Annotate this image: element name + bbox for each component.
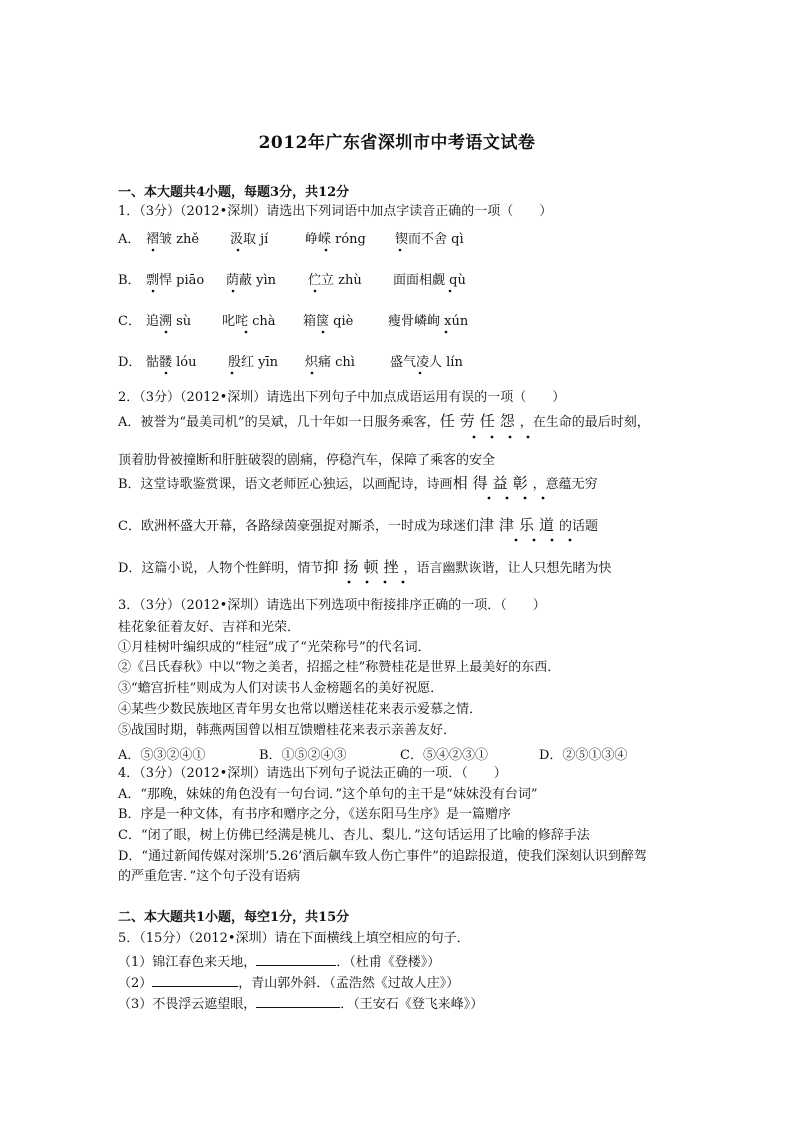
q4-option-d-cont: 的严重危害．”这个句子没有语病 xyxy=(118,869,301,884)
q3-sentence-5: ⑤战国时期，韩燕两国曾以相互馈赠桂花来表示亲善友好． xyxy=(118,723,457,738)
q1-d-item-3: 炽痛 chì xyxy=(305,355,355,370)
q5-line-3 xyxy=(118,993,758,1014)
q4-option-c: C．“闭了眼，树上仿佛已经满是桃儿、杏儿、梨儿．”这句话运用了比喻的修辞手法 xyxy=(118,828,590,843)
q2-c-text-1: C．欧洲杯盛大开幕，各路绿茵豪强捉对厮杀，一时成为球迷们 xyxy=(118,519,479,534)
q1-a-label: A． xyxy=(118,232,141,247)
q3-stem: 3．（3分）（2012•深圳）请选出下列选项中衔接排序正确的一项．（ ） xyxy=(118,598,546,613)
q2-a-text-2: ，在生命的最后时刻， xyxy=(519,415,650,430)
q3-option-c: C．⑤④②③① xyxy=(400,748,488,763)
q5-l2-prefix: （2） xyxy=(118,976,153,991)
q5-line-2 xyxy=(118,972,758,993)
q2-d-text-2: ，语言幽默诙谐，让人只想先睹为快 xyxy=(403,561,612,576)
q2-option-a xyxy=(118,412,758,432)
q2-d-idiom-text: 抑扬顿挫 xyxy=(323,558,404,576)
q4-stem: 4．（3分）（2012•深圳）请选出下列句子说法正确的一项．（ ） xyxy=(118,766,507,781)
q2-c-idiom xyxy=(479,516,559,534)
q1-b-item-1: 剽悍 piāo xyxy=(146,273,205,288)
q2-b-text-1: B．这堂诗歌鉴赏课，语文老师匠心独运，以画配诗，诗画 xyxy=(118,477,453,492)
q1-b-label: B． xyxy=(118,273,141,288)
q1-d-item-2: 殷红 yīn xyxy=(228,355,279,370)
q1-d-item-1: 骷髅 lóu xyxy=(146,355,197,370)
q1-b-item-2: 荫蔽 yìn xyxy=(226,273,277,288)
q2-stem: 2．（3分）（2012•深圳）请选出下列句子中加点成语运用有误的一项（ ） xyxy=(118,390,566,405)
q3-sentence-1: ①月桂树叶编织成的“桂冠”成了“光荣称号”的代名词． xyxy=(118,640,431,655)
q5-blank-3[interactable] xyxy=(256,993,340,1008)
q2-d-idiom xyxy=(323,558,403,576)
q2-a-idiom xyxy=(440,412,520,430)
q5-line-1 xyxy=(118,951,758,972)
q5-l3-suffix: ．（王安石《登飞来峰》） xyxy=(340,997,484,1012)
q5-stem: 5．（15分）（2012•深圳）请在下面横线上填空相应的句子． xyxy=(118,931,470,946)
q4-option-d: D．“通过新闻传媒对深圳‘5.26’酒后飙车致人伤亡事件”的追踪报道，使我们深刻认识到醉驾 xyxy=(118,849,647,864)
q2-b-idiom-text: 相得益彰 xyxy=(452,474,533,492)
q3-option-d: D．②⑤①③④ xyxy=(539,748,628,763)
q5-l3-prefix: （3）不畏浮云遮望眼， xyxy=(118,997,257,1012)
q2-option-d xyxy=(118,558,758,578)
q1-b-item-4: 面面相觑 qù xyxy=(393,273,466,288)
q2-c-text-2: 的话题 xyxy=(558,519,598,534)
q5-l2-suffix: ，青山郭外斜．（孟浩然《过故人庄》） xyxy=(238,976,460,991)
q2-a-idiom-text: 任劳任怨 xyxy=(439,412,520,430)
q1-c-item-3: 箱箧 qiè xyxy=(303,314,354,329)
q5-blank-1[interactable] xyxy=(256,951,336,966)
q4-option-a: A．“那晚，妹妹的角色没有一句台词．”这个单句的主干是“妹妹没有台词” xyxy=(118,787,538,802)
q5-l1-suffix: ．（杜甫《登楼》） xyxy=(336,955,441,970)
q1-a-item-4: 锲而不舍 qì xyxy=(395,232,464,247)
q1-a-item-2: 汲取 jí xyxy=(230,232,269,247)
q2-a-text-1: A．被誉为“最美司机”的吴斌，几十年如一日服务乘客， xyxy=(118,415,440,430)
q4-option-b: B．序是一种文体，有书序和赠序之分，《送东阳马生序》是一篇赠序 xyxy=(118,807,512,822)
q2-b-text-2: ，意蕴无穷 xyxy=(532,477,598,492)
page-title: 2012年广东省深圳市中考语文试卷 xyxy=(258,133,536,153)
q5-blank-2[interactable] xyxy=(152,972,238,987)
q2-option-c xyxy=(118,516,758,536)
q1-c-item-2: 叱咤 chà xyxy=(222,314,276,329)
q1-c-label: C． xyxy=(118,314,141,329)
q3-sentence-4: ④某些少数民族地区青年男女也常以赠送桂花来表示爱慕之情． xyxy=(118,702,483,717)
q1-a-item-1: 褶皱 zhě xyxy=(146,232,200,247)
q5-l1-prefix: （1）锦江春色来天地， xyxy=(118,955,257,970)
q2-option-a-cont: 顶着肋骨被撞断和肝脏破裂的剧痛，停稳汽车，保障了乘客的安全 xyxy=(118,453,496,468)
q1-d-label: D． xyxy=(118,355,142,370)
q1-stem: 1．（3分）（2012•深圳）请选出下列词语中加点字读音正确的一项（ ） xyxy=(118,204,553,219)
q1-a-item-3: 峥嵘 róng xyxy=(305,232,366,247)
q3-sentence-2: ②《吕氏春秋》中以“物之美者，招摇之桂”称赞桂花是世界上最美好的东西． xyxy=(118,660,561,675)
q2-d-text-1: D．这篇小说，人物个性鲜明，情节 xyxy=(118,561,324,576)
q3-option-a: A．⑤③②④① xyxy=(118,748,206,763)
q1-b-item-3: 伫立 zhù xyxy=(308,273,362,288)
q2-b-idiom xyxy=(453,474,533,492)
q1-d-item-4: 盛气凌人 lín xyxy=(390,355,463,370)
q1-c-item-4: 瘦骨嶙峋 xún xyxy=(388,314,469,329)
section-2-heading: 二、本大题共1小题，每空1分，共15分 xyxy=(118,910,350,925)
q1-c-item-1: 追溯 sù xyxy=(146,314,192,329)
section-1-heading: 一、本大题共4小题，每题3分，共12分 xyxy=(118,185,350,200)
q3-option-b: B．①⑤②④③ xyxy=(259,748,347,763)
q2-option-b xyxy=(118,474,758,494)
q3-intro: 桂花象征着友好、吉祥和光荣． xyxy=(118,620,301,635)
q2-c-idiom-text: 津津乐道 xyxy=(478,516,559,534)
q3-sentence-3: ③“蟾宫折桂”则成为人们对读书人金榜题名的美好祝愿． xyxy=(118,681,444,696)
